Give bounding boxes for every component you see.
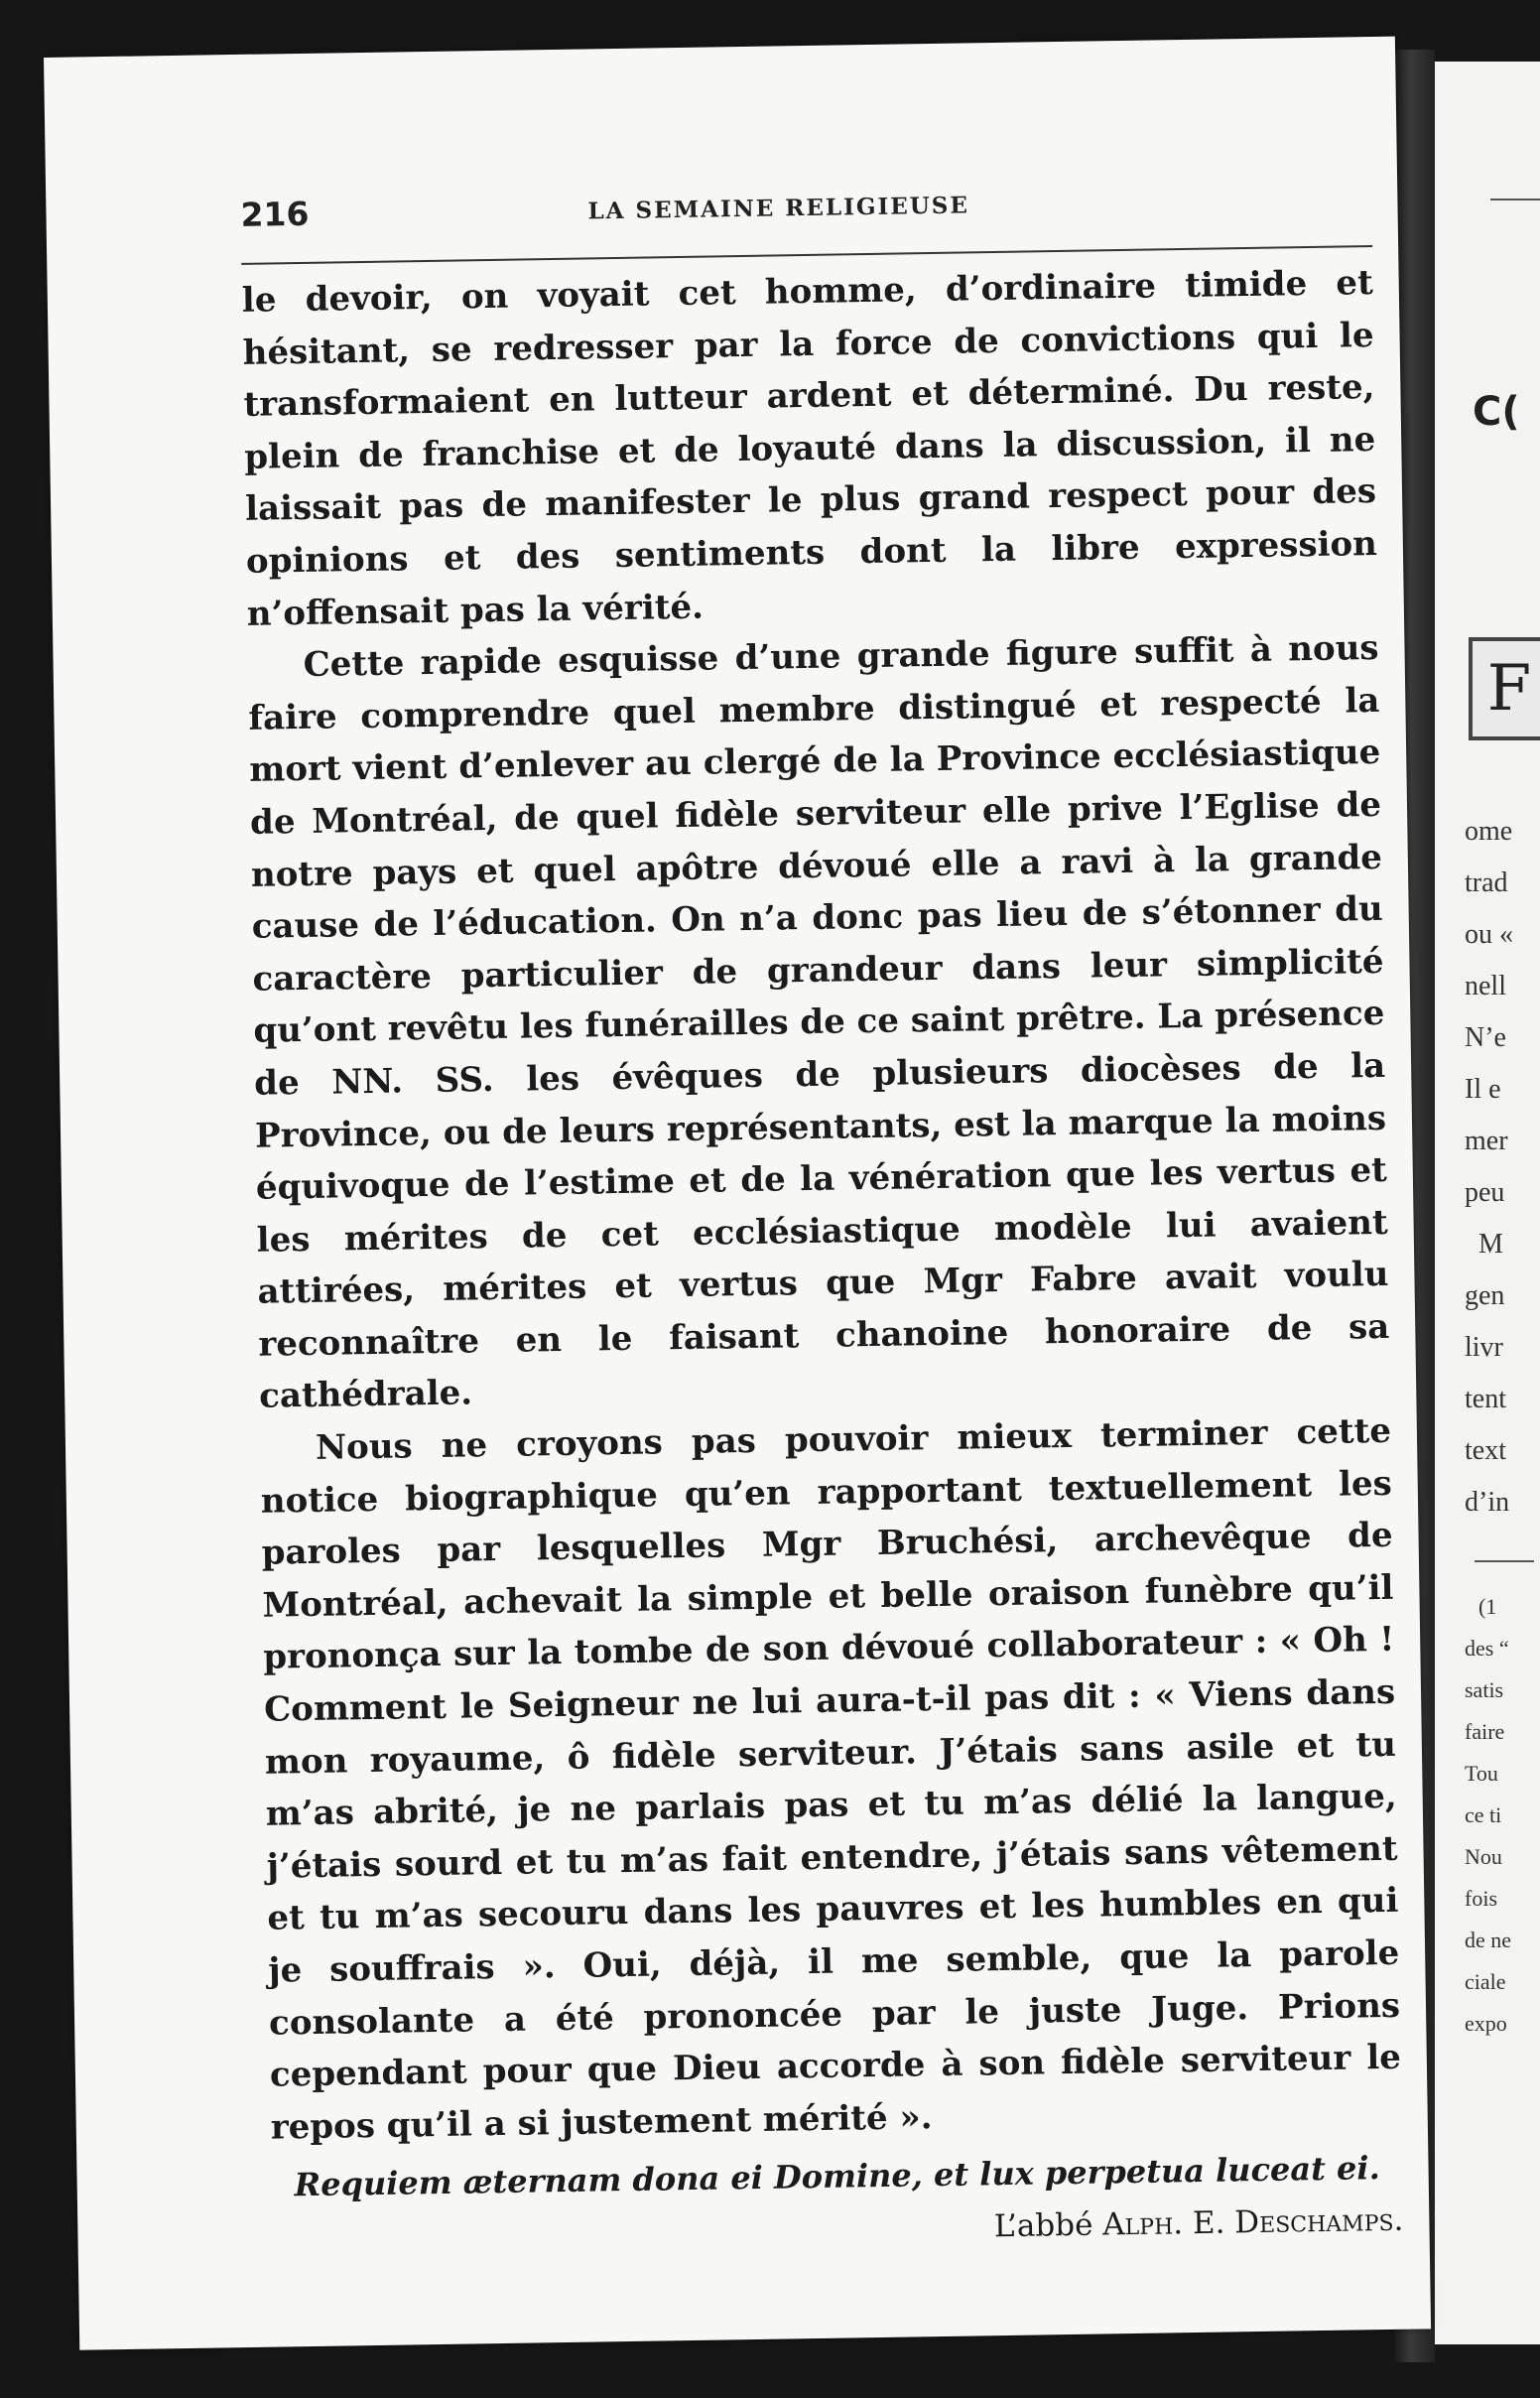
- footnote-line: ce ti: [1465, 1802, 1502, 1827]
- signature-prefix: L’abbé: [993, 2206, 1093, 2245]
- adjacent-line: N’e: [1465, 1022, 1506, 1053]
- adjacent-line: ou «: [1465, 919, 1513, 950]
- adjacent-line: ome: [1465, 816, 1513, 847]
- footnote-line: faire: [1465, 1719, 1505, 1744]
- running-head: [240, 178, 1372, 245]
- adjacent-line: Il e: [1465, 1074, 1501, 1105]
- adjacent-line: d’in: [1465, 1487, 1510, 1518]
- adjacent-line: trad: [1465, 867, 1508, 898]
- adjacent-line: M: [1478, 1229, 1503, 1260]
- signature-name: Alph. E. Deschamps.: [1101, 2201, 1404, 2243]
- adjacent-line: text: [1465, 1435, 1506, 1466]
- footnote-line: expo: [1465, 2011, 1507, 2036]
- adjacent-page-rule: [1490, 199, 1540, 200]
- body-text: [241, 257, 1403, 2264]
- decorated-initial-letter: F: [1469, 637, 1540, 740]
- adjacent-line: gen: [1465, 1280, 1505, 1311]
- page-number: 216: [240, 194, 310, 234]
- adjacent-page-heading: C(: [1473, 389, 1520, 435]
- footnote-line: de ne: [1465, 1928, 1512, 1952]
- adjacent-line: mer: [1465, 1126, 1508, 1156]
- paragraph: Nous ne croyons pas pouvoir mieux terminer cette notice biographique qu’en rapportant textuellement les paroles par lesquelles Mgr Bruchési, archevêque de Montréal, achevait la simple et belle oraison funèbre qu’il prononça sur la tombe de son dévoué collaborateur : « Oh ! Comment le Seigneur ne lui aura-t-il pas dit : « Viens dans mon royaume, ô fidèle serviteur. J’étais sans asile et tu m’as abrité, je ne parlais pas et tu m’as délié la langue, j’étais sourd et tu m’as fait entendre, j’étais sans vêtement et tu m’as secouru dans les pauvres et les humbles en qui je souffrais ». Oui, déjà, il me semble, que la parole consolante a été prononcée par le juste Juge. Prions cependant pour que Dieu accorde à son fidèle serviteur le repos qu’il a si justement mérité ».: [260, 1410, 1402, 2148]
- footnote-line: des “: [1465, 1636, 1509, 1661]
- adjacent-line: peu: [1465, 1177, 1505, 1208]
- footnote-line: satis: [1465, 1677, 1504, 1702]
- paragraph-continued: le devoir, on voyait cet homme, d’ordinaire timide et hésitant, se redresser par la force de convictions qui le transformaient en lutteur ardent et déterminé. Du reste, plein de franchise et de loyauté dans la discussion, il ne laissait pas de manifester le plus grand respect pour des opinions et des sentiments dont la libre expression n’offensait pas la vérité.: [241, 262, 1378, 634]
- footnote-rule: [1475, 1560, 1534, 1562]
- paragraph: Cette rapide esquisse d’une grande figure suffit à nous faire comprendre quel membre distingué et respecté la mort vient d’enlever au clergé de la Province ecclésiastique de Montréal, de quel fidèle serviteur elle prive l’Eglise de notre pays et quel apôtre dévoué elle a ravi à la grande cause de l’éducation. On n’a donc pas lieu de s’étonner du caractère particulier de grandeur dans leur simplicité qu’ont revêtu les funérailles de ce saint prêtre. La présence de NN. SS. les évêques de plusieurs diocèses de la Province, ou de leurs représentants, est la marque la moins équivoque de l’estime et de la vénération que les vertus et les mérites de cet ecclésiastique modèle lui avaient attirées, mérites et vertus que Mgr Fabre avait voulu reconnaître en le faisant chanoine honoraire de sa cathédrale.: [248, 628, 1390, 1417]
- book-page: [44, 37, 1431, 2350]
- running-title: LA SEMAINE RELIGIEUSE: [587, 192, 970, 225]
- footnote-line: Tou: [1465, 1761, 1498, 1786]
- footnote-line: fois: [1465, 1886, 1497, 1911]
- adjacent-line: livr: [1465, 1332, 1503, 1363]
- footnote-line: Nou: [1465, 1844, 1502, 1869]
- footnote-line: ciale: [1465, 1969, 1506, 1994]
- adjacent-page-fragment: [1435, 62, 1540, 2344]
- adjacent-line: nell: [1465, 971, 1506, 1001]
- adjacent-line: tent: [1465, 1384, 1506, 1414]
- latin-requiem-line: Requiem æternam dona ei Domine, et lux perpetua luceat ei.: [294, 2149, 1380, 2204]
- footnote-line: (1: [1478, 1594, 1497, 1619]
